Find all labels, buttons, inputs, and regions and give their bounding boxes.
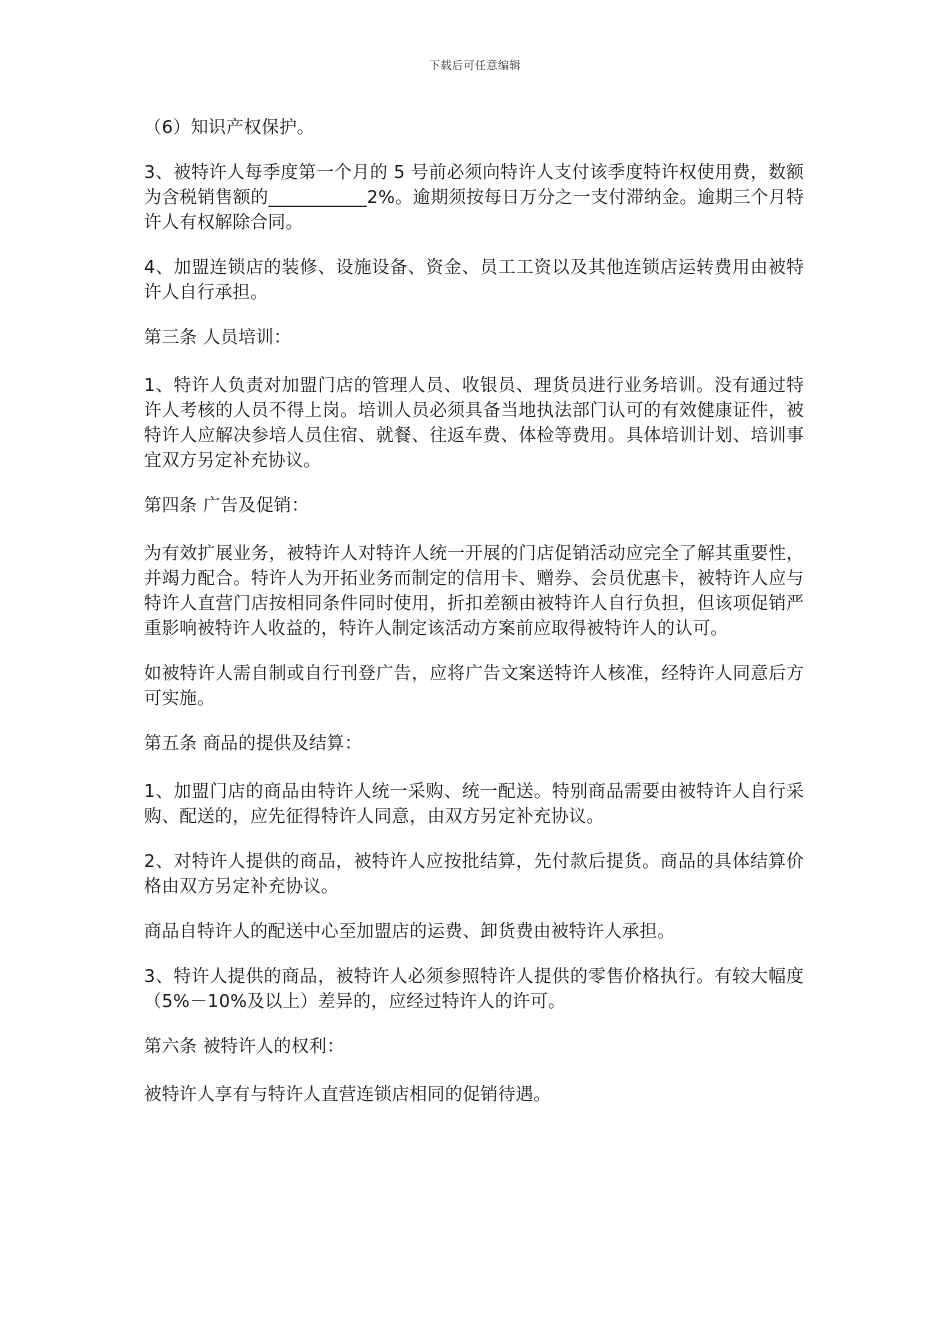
paragraph-settlement: 2、对特许人提供的商品，被特许人应按批结算，先付款后提货。商品的具体结算价格由双方另定补充协议。 [144, 852, 804, 897]
section-heading-training: 第三条 人员培训： [144, 328, 292, 348]
paragraph-royalty-fee: 3、被特许人每季度第一个月的 5 号前必须向特许人支付该季度特许权使用费，数额为含税销售额的___________2%。逾期须按每日万分之一支付滞纳金。逾期三个月特许人有权解除合同。 [144, 163, 804, 233]
paragraph-promotion: 为有效扩展业务，被特许人对特许人统一开展的门店促销活动应完全了解其重要性，并竭力配合。特许人为开拓业务而制定的信用卡、赠券、会员优惠卡，被特许人应与特许人直营门店按相同条件同时使用，折扣差额由被特许人自行负担，但该项促销严重影响被特许人收益的，特许人制定该活动方案前应取得被特许人的认可。 [144, 544, 804, 639]
paragraph-operating-costs: 4、加盟连锁店的装修、设施设备、资金、员工工资以及其他连锁店运转费用由被特许人自行承担。 [144, 258, 804, 303]
document-body [144, 116, 804, 1128]
section-heading-franchisee-rights: 第六条 被特许人的权利： [144, 1037, 345, 1057]
paragraph-freight: 商品自特许人的配送中心至加盟店的运费、卸货费由被特许人承担。 [144, 922, 675, 942]
paragraph-promotion-rights: 被特许人享有与特许人直营连锁店相同的促销待遇。 [144, 1085, 552, 1105]
page-header: 下载后可任意编辑 [429, 59, 521, 72]
section-heading-advertising: 第四条 广告及促销： [144, 496, 310, 516]
paragraph-ip-protection: （6）知识产权保护。 [144, 118, 315, 138]
paragraph-training: 1、特许人负责对加盟门店的管理人员、收银员、理货员进行业务培训。没有通过特许人考核的人员不得上岗。培训人员必须具备当地执法部门认可的有效健康证件，被特许人应解决参培人员住宿、就餐、往返车费、体检等费用。具体培训计划、培训事宜双方另定补充协议。 [144, 376, 804, 471]
paragraph-retail-price: 3、特许人提供的商品，被特许人必须参照特许人提供的零售价格执行。有较大幅度（5%－10%及以上）差异的，应经过特许人的许可。 [144, 967, 804, 1012]
paragraph-self-advertising: 如被特许人需自制或自行刊登广告，应将广告文案送特许人核准，经特许人同意后方可实施。 [144, 664, 804, 709]
paragraph-procurement: 1、加盟门店的商品由特许人统一采购、统一配送。特别商品需要由被特许人自行采购、配送的，应先征得特许人同意，由双方另定补充协议。 [144, 782, 804, 827]
section-heading-goods-settlement: 第五条 商品的提供及结算： [144, 734, 363, 754]
